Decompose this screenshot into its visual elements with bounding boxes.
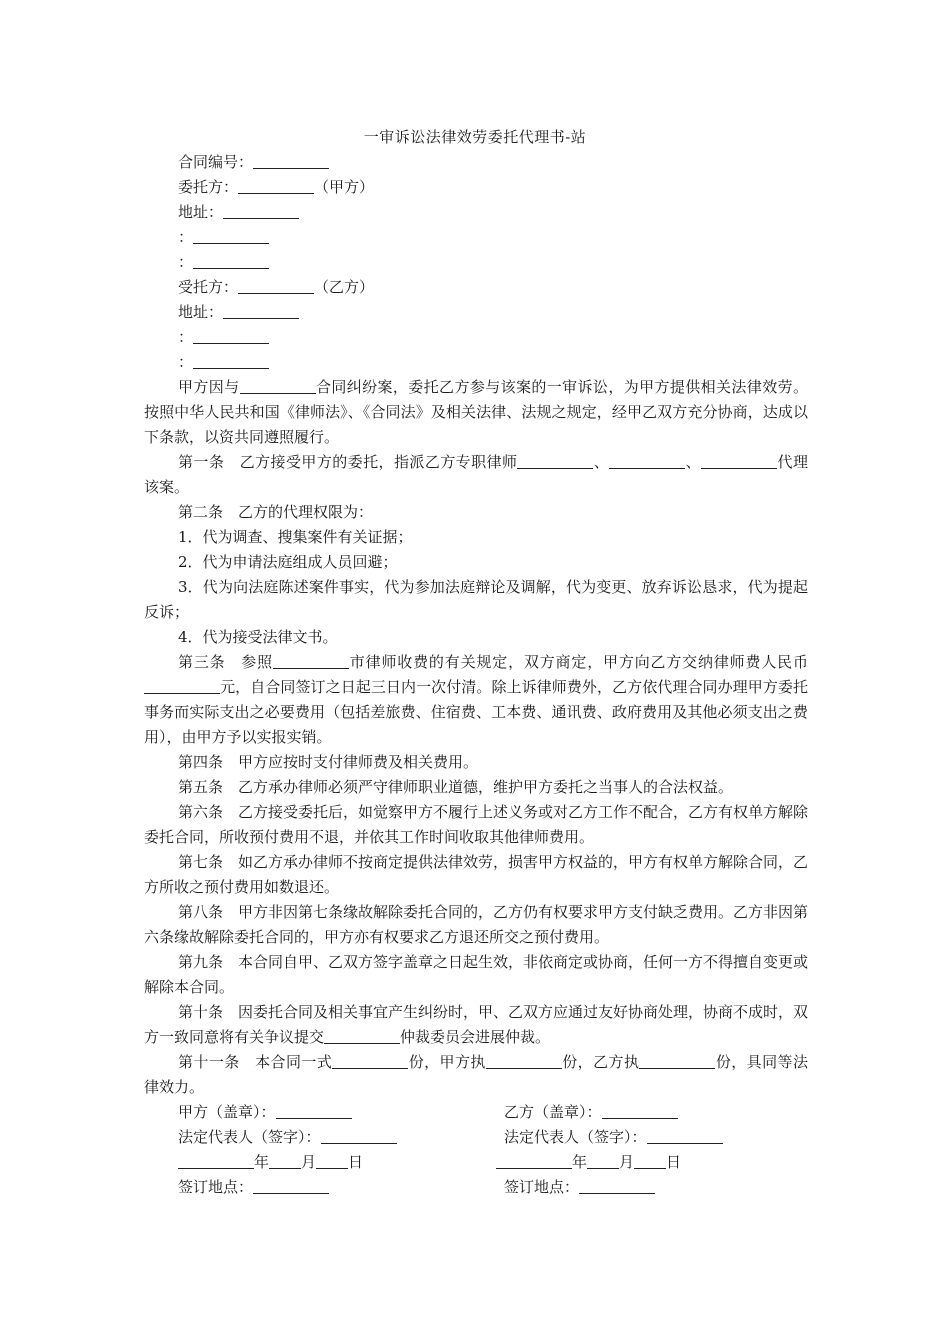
article-3-text-1: 第三条 参照 — [178, 653, 273, 671]
arbitration-blank[interactable] — [324, 1027, 400, 1044]
party-b-suffix: （乙方） — [314, 278, 375, 296]
party-a-place-blank[interactable] — [253, 1177, 329, 1194]
client-address-label: 地址： — [178, 203, 224, 221]
fee-amount-blank[interactable] — [144, 677, 220, 694]
article-11-text-1: 第十一条 本合同一式 — [178, 1053, 333, 1071]
article-2-item-1: 1．代为调查、搜集案件有关证据； — [178, 528, 413, 546]
article-11 — [144, 1050, 808, 1100]
party-a-place-label: 签订地点： — [178, 1178, 254, 1196]
signature-seal-row — [144, 1100, 808, 1125]
year-label: 年 — [572, 1153, 588, 1171]
agent-label: 受托方： — [178, 278, 239, 296]
party-a-seal — [178, 1100, 352, 1125]
party-b-date — [496, 1150, 681, 1175]
month-label: 月 — [619, 1153, 635, 1171]
separator: 、 — [685, 453, 702, 471]
contract-number-label: 合同编号： — [178, 153, 254, 171]
article-2-item-2: 2．代为申请法庭组成人员回避； — [178, 553, 398, 571]
article-1 — [144, 450, 808, 500]
party-a-place — [178, 1175, 329, 1200]
agent-field-line — [144, 350, 808, 375]
lawyer-blank-1[interactable] — [517, 452, 593, 469]
article-10-text-1: 第十条 因委托合同及相关事宜产生纠纷时，甲、乙双方应通过友好协商处理，协商不成时，双方一致同意将有关争议提交 — [144, 1003, 809, 1046]
article-2-item-3: 3．代为向法庭陈述案件事实，代为参加法庭辩论及调解，代为变更、放弃诉讼恳求，代为提起反诉； — [144, 578, 808, 621]
client-field-line — [144, 250, 808, 275]
article-8: 第八条 甲方非因第七条缘故解除委托合同的，乙方仍有权要求甲方支付缺乏费用。乙方非因第六条缘故解除委托合同的，甲方亦有权要求乙方退还所交之预付费用。 — [144, 903, 809, 946]
agent-line — [144, 275, 808, 300]
article-4: 第四条 甲方应按时支付律师费及相关费用。 — [178, 753, 479, 771]
intro-text-2: 合同纠纷案，委托乙方参与该案的一审诉讼，为甲方提供相关法律效劳。按照中华人民共和国《律师法》、《合同法》及相关法律、法规之规定，经甲乙双方充分协商，达成以下条款，以资共同遵照履行。 — [144, 378, 808, 446]
party-b-seal-blank[interactable] — [602, 1102, 678, 1119]
client-field-blank[interactable] — [193, 227, 269, 244]
client-address-blank[interactable] — [223, 202, 299, 219]
party-a-seal-blank[interactable] — [276, 1102, 352, 1119]
copies-a-blank[interactable] — [486, 1052, 562, 1069]
agent-field-blank[interactable] — [193, 327, 269, 344]
document-title: 一审诉讼法律效劳委托代理书-站 — [363, 128, 587, 146]
party-a-day-blank[interactable] — [316, 1152, 348, 1169]
article-2-head: 第二条 乙方的代理权限为： — [178, 503, 374, 521]
client-line — [144, 175, 808, 200]
contract-number-blank[interactable] — [253, 152, 329, 169]
signature-date-row — [144, 1150, 808, 1175]
article-10 — [144, 1000, 808, 1050]
agent-address-blank[interactable] — [223, 302, 299, 319]
party-b-year-blank[interactable] — [496, 1152, 572, 1169]
party-a-rep-blank[interactable] — [321, 1127, 397, 1144]
party-a-year-blank[interactable] — [178, 1152, 254, 1169]
day-label: 日 — [348, 1153, 364, 1171]
article-7: 第七条 如乙方承办律师不按商定提供法律效劳，损害甲方权益的，甲方有权单方解除合同，乙方所收之预付费用如数退还。 — [144, 853, 809, 896]
agent-blank[interactable] — [238, 277, 314, 294]
party-a-suffix: （甲方） — [314, 178, 375, 196]
intro-text-1: 甲方因与 — [178, 378, 240, 396]
article-6: 第六条 乙方接受委托后，如觉察甲方不履行上述义务或对乙方工作不配合，乙方有权单方解除委托合同，所收预付费用不退，并依其工作时间收取其他律师费用。 — [144, 803, 809, 846]
party-a-month-blank[interactable] — [269, 1152, 301, 1169]
party-a-rep — [178, 1125, 397, 1150]
intro-paragraph — [144, 375, 808, 450]
copies-total-blank[interactable] — [332, 1052, 408, 1069]
client-field-label: ： — [178, 253, 194, 271]
article-3-text-2: 市律师收费的有关规定，双方商定，甲方向乙方交纳律师费人民币 — [348, 653, 808, 671]
agent-field-label: ： — [178, 328, 194, 346]
article-2-item-4: 4．代为接受法律文书。 — [178, 628, 338, 646]
month-label: 月 — [301, 1153, 317, 1171]
client-label: 委托方： — [178, 178, 239, 196]
article-11-text-4: 份，具同等法律效力。 — [144, 1053, 808, 1096]
party-b-rep-label: 法定代表人（签字）： — [504, 1128, 647, 1146]
client-blank[interactable] — [238, 177, 314, 194]
agent-address-line — [144, 300, 808, 325]
article-10-text-2: 仲裁委员会进展仲裁。 — [400, 1028, 551, 1046]
lawyer-blank-3[interactable] — [701, 452, 777, 469]
separator: 、 — [593, 453, 610, 471]
party-b-place — [504, 1175, 655, 1200]
party-a-rep-label: 法定代表人（签字）： — [178, 1128, 321, 1146]
party-b-place-blank[interactable] — [579, 1177, 655, 1194]
agent-field-blank[interactable] — [193, 352, 269, 369]
day-label: 日 — [666, 1153, 682, 1171]
client-field-blank[interactable] — [193, 252, 269, 269]
document-body — [144, 150, 808, 1200]
client-field-line — [144, 225, 808, 250]
article-1-text: 第一条 乙方接受甲方的委托，指派乙方专职律师 — [178, 453, 518, 471]
article-9: 第九条 本合同自甲、乙双方签字盖章之日起生效，非依商定或协商，任何一方不得擅自变更或解除本合同。 — [144, 953, 809, 996]
party-b-seal — [504, 1100, 678, 1125]
party-b-rep — [504, 1125, 723, 1150]
agent-address-label: 地址： — [178, 303, 224, 321]
year-label: 年 — [254, 1153, 270, 1171]
party-b-seal-label: 乙方（盖章）： — [504, 1103, 602, 1121]
article-1-tail: 代理该案。 — [144, 453, 808, 496]
contract-number-line — [144, 150, 808, 175]
signature-rep-row — [144, 1125, 808, 1150]
agent-field-line — [144, 325, 808, 350]
party-b-month-blank[interactable] — [587, 1152, 619, 1169]
party-a-seal-label: 甲方（盖章）： — [178, 1103, 276, 1121]
signature-place-row — [144, 1175, 808, 1200]
lawyer-blank-2[interactable] — [609, 452, 685, 469]
party-b-rep-blank[interactable] — [647, 1127, 723, 1144]
agent-field-label: ： — [178, 353, 194, 371]
article-3 — [144, 650, 808, 750]
dispute-party-blank[interactable] — [240, 377, 316, 394]
article-5: 第五条 乙方承办律师必须严守律师职业道德，维护甲方委托之当事人的合法权益。 — [178, 778, 734, 796]
article-11-text-3: 份，乙方执 — [561, 1053, 640, 1071]
article-3-text-3: 元，自合同签订之日起三日内一次付清。除上诉律师费外，乙方依代理合同办理甲方委托事务而实际支出之必要费用（包括差旅费、住宿费、工本费、通讯费、政府费用及其他必须支出之费用），由甲方予以实报实销。 — [144, 678, 808, 746]
client-address-line — [144, 200, 808, 225]
party-a-date — [178, 1150, 363, 1175]
article-11-text-2: 份，甲方执 — [408, 1053, 486, 1071]
client-field-label: ： — [178, 228, 194, 246]
city-blank[interactable] — [273, 652, 349, 669]
copies-b-blank[interactable] — [639, 1052, 715, 1069]
party-b-day-blank[interactable] — [634, 1152, 666, 1169]
party-b-place-label: 签订地点： — [504, 1178, 580, 1196]
